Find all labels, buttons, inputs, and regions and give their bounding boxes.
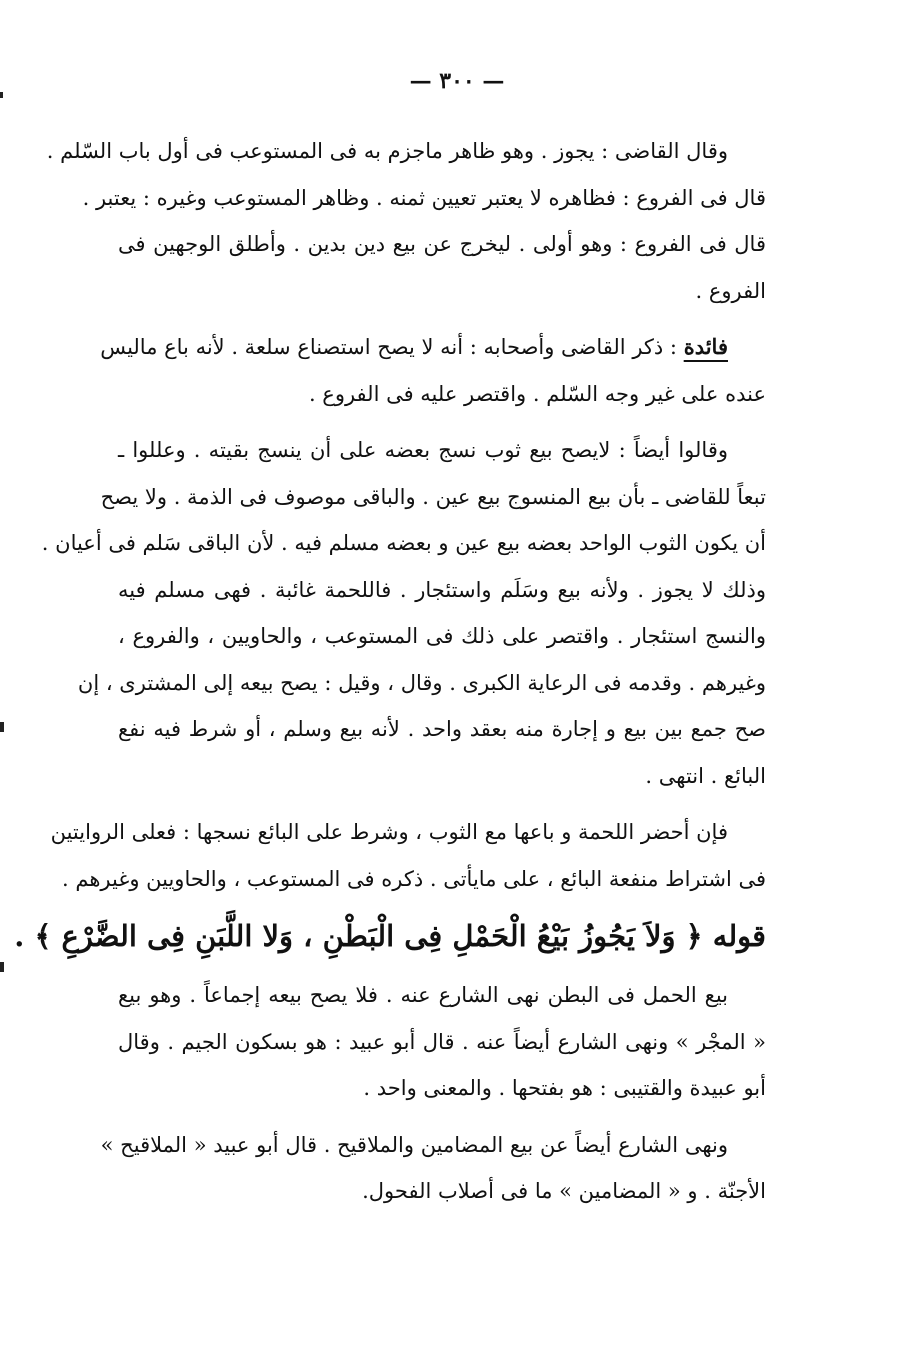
page-body bbox=[14, 128, 766, 1215]
paragraph bbox=[100, 1122, 766, 1215]
scan-edge-mark bbox=[0, 92, 3, 98]
scan-edge-mark bbox=[0, 962, 4, 972]
verse-text: ﴿ وَلاَ يَجُوزُ بَيْعُ الْحَمْلِ فِى الْبَطْنِ ، وَلا اللَّبَنِ فِى الضَّرْعِ ﴾ . bbox=[14, 919, 703, 953]
text-line: فى اشتراط منفعة البائع ، على مايأتى . ذكره فى المستوعب ، والحاويين وغيرهم . bbox=[62, 866, 766, 891]
paragraph bbox=[50, 809, 766, 902]
note-label: فائدة bbox=[683, 334, 728, 359]
text-line: الأجنّة . و « المضامين » ما فى أصلاب الفحول. bbox=[362, 1179, 766, 1203]
text-line: أن يكون الثوب الواحد بعضه بيع عين و بعضه مسلم فيه . لأن الباقى سَلم فى أعيان . bbox=[41, 531, 766, 555]
paragraph bbox=[46, 128, 766, 314]
text-line: وغيرهم . وقدمه فى الرعاية الكبرى . وقال ، وقيل : يصح بيعه إلى المشترى ، إن bbox=[77, 670, 766, 695]
text-line: فإن أحضر اللحمة و باعها مع الثوب ، وشرط على البائع نسجها : فعلى الروايتين bbox=[50, 820, 728, 844]
text-line: تبعاً للقاضى ـ بأن بيع المنسوج بيع عين . والباقى موصوف فى الذمة . ولا يصح bbox=[100, 484, 766, 509]
paragraph bbox=[118, 972, 766, 1112]
text-line: وذلك لا يجوز . ولأنه بيع وسَلَم واستئجار . فاللحمة غائبة . فهى مسلم فيه bbox=[118, 577, 766, 602]
text-line: الفروع . bbox=[695, 278, 766, 303]
text-line: أبو عبيدة والقتيبى : هو بفتحها . والمعنى واحد . bbox=[363, 1076, 766, 1100]
paragraph-note bbox=[100, 324, 766, 417]
text-fragment: : ذكر القاضى وأصحابه : أنه لا يصح استصناع سلعة . لأنه باع ماليس bbox=[100, 335, 684, 359]
text-line: بيع الحمل فى البطن نهى الشارع عنه . فلا يصح بيعه إجماعاً . وهو بيع bbox=[118, 983, 728, 1007]
page-number: — ٣٠٠ — bbox=[409, 68, 505, 94]
text-line: « المجْر » ونهى الشارع أيضاً عنه . قال أبو عبيد : هو بسكون الجيم . وقال bbox=[118, 1029, 766, 1054]
text-line: عنده على غير وجه السّلم . واقتصر عليه فى الفروع . bbox=[308, 381, 766, 406]
scan-edge-mark bbox=[0, 722, 4, 732]
text-line: صح جمع بين بيع و إجارة منه بعقد واحد . لأنه بيع وسلم ، أو شرط فيه نفع bbox=[118, 717, 766, 741]
text-line: قال فى الفروع : فظاهره لا يعتبر تعيين ثمنه . وظاهر المستوعب وغيره : يعتبر . bbox=[82, 185, 766, 210]
quoted-matn-heading bbox=[14, 906, 766, 966]
verse-prefix: قوله bbox=[712, 919, 766, 953]
paragraph bbox=[41, 427, 766, 799]
text-line: والنسج استئجار . واقتصر على ذلك فى المستوعب ، والحاويين ، والفروع ، bbox=[118, 624, 766, 648]
text-line bbox=[100, 324, 766, 371]
text-line: قال فى الفروع : وهو أولى . ليخرج عن بيع دين بدين . وأطلق الوجهين فى bbox=[118, 232, 766, 256]
text-line: البائع . انتهى . bbox=[645, 763, 766, 788]
text-line: ونهى الشارع أيضاً عن بيع المضامين والملاقيح . قال أبو عبيد « الملاقيح » bbox=[100, 1132, 728, 1157]
text-line: وقال القاضى : يجوز . وهو ظاهر ماجزم به فى المستوعب فى أول باب السّلم . bbox=[46, 139, 728, 163]
text-line: وقالوا أيضاً : لايصح بيع ثوب نسج بعضه على أن ينسج بقيته . وعللوا ـ bbox=[118, 438, 728, 462]
